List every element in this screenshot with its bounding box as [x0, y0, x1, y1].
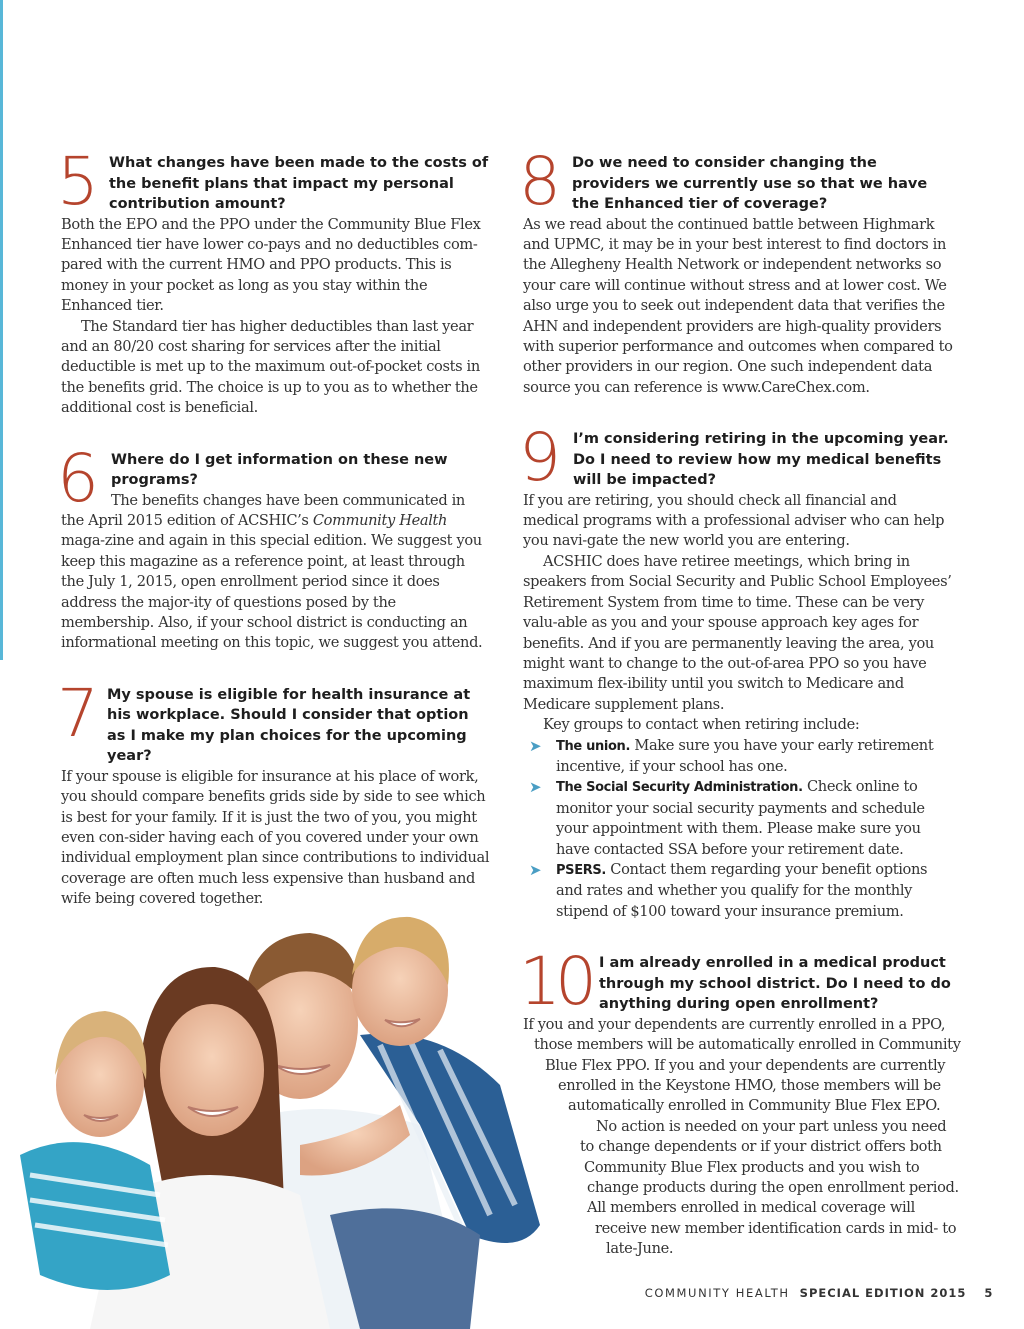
faq-item-7	[57, 674, 491, 910]
answer-line: No action is needed on your part unless you need	[596, 1117, 947, 1135]
list-item	[523, 736, 953, 778]
answer-line: Community Blue Flex products and you wish to	[584, 1158, 920, 1176]
question-number: 5	[57, 143, 96, 220]
faq-item-5	[57, 143, 491, 419]
arrow-bullet-icon: ➤	[529, 860, 542, 879]
contact-description: Contact them regarding your benefit options and rates and whether you qualify for the monthly stipend of $100 toward your insurance premium.	[556, 860, 928, 920]
faq-head	[57, 674, 491, 767]
question-number: 9	[519, 419, 558, 497]
faq-head	[519, 143, 953, 220]
question-number: 6	[57, 439, 96, 517]
answer-line: change products during the open enrollment period.	[587, 1178, 959, 1196]
answer-line: Blue Flex PPO. If you and your dependents are currently	[545, 1056, 946, 1074]
question-heading: I’m considering retiring in the upcoming year. Do I need to review how my medical benefits will be impacted?	[573, 431, 949, 489]
question-heading: My spouse is eligible for health insurance at his workplace. Should I consider that option as I make my plan choices for the upcoming year?	[107, 686, 471, 765]
contact-description: Make sure you have your early retirement incentive, if your school has one.	[556, 736, 934, 775]
answer-line: automatically enrolled in Community Blue Flex EPO.	[568, 1097, 941, 1115]
arrow-bullet-icon: ➤	[529, 736, 542, 755]
question-heading: What changes have been made to the costs of the benefit plans that impact my personal contribution amount?	[109, 155, 489, 212]
answer-line: If you and your dependents are currently enrolled in a PPO,	[523, 1015, 946, 1033]
family-photo	[0, 895, 560, 1329]
question-number: 7	[57, 674, 96, 752]
answer-text	[61, 215, 491, 419]
family-illustration	[0, 895, 560, 1329]
faq-head	[57, 143, 491, 220]
faq-head	[519, 943, 953, 1021]
question-heading: Where do I get information on these new programs?	[111, 451, 448, 489]
list-item	[523, 777, 953, 860]
answer-paragraph: If your spouse is eligible for insurance at his place of work, you should compare benefits grids side by side to see which is best for your family. If it is just the two of you, you might even con-sider having each of you covered under your own individual employment plan since contributions to individual coverage are often much less expensive than husband and wife being covered together.	[61, 767, 490, 908]
question-heading: I am already enrolled in a medical product through my school district. Do I need to do anything during open enrollment?	[599, 955, 951, 1013]
faq-item-6	[57, 439, 491, 654]
answer-paragraph: ACSHIC does have retiree meetings, which bring in speakers from Social Security and Public School Employees’ Retirement System from time to time. These can be very valu-able as you and your spouse approach key ages for benefits. And if you are permanently leaving the area, you might want to change to the out-of-area PPO so you have maximum flex-ibility until you switch to Medicare and Medicare supplement plans.	[523, 552, 952, 713]
answer-text-run: maga-zine and again in this special edition. We suggest you keep this magazine as a reference point, at least through the July 1, 2015, open enrollment period since it does address the major-ity of questions posed by the membership. Also, if your school district is conducting an informational meeting on this topic, we suggest you attend.	[61, 532, 483, 652]
contact-name: PSERS.	[556, 862, 606, 878]
answer-text	[61, 491, 491, 654]
answer-line: enrolled in the Keystone HMO, those members will be	[558, 1076, 941, 1094]
answer-text	[523, 215, 953, 399]
faq-item-8	[519, 143, 953, 398]
answer-text-run: The benefits changes have been communicated in the April 2015 edition of ACSHIC’s	[61, 491, 465, 529]
contact-name: The Social Security Administration.	[556, 780, 803, 796]
page-number: 5	[984, 1286, 994, 1300]
answer-line: receive new member identification cards in mid- to	[595, 1219, 957, 1237]
question-number: 8	[519, 143, 558, 220]
faq-head	[519, 419, 953, 497]
question-heading: Do we need to consider changing the providers we currently use so that we have the Enhanced tier of coverage?	[572, 155, 928, 212]
answer-paragraph: Key groups to contact when retiring include:	[543, 716, 860, 734]
answer-paragraph: The Standard tier has higher deductibles than last year and an 80/20 cost sharing for services after the initial deductible is met up to the maximum out-of-pocket costs in the benefits grid. The choice is up to you as to whether the additional cost is beneficial.	[61, 317, 480, 417]
list-item	[523, 860, 953, 922]
left-column	[57, 143, 491, 910]
contact-name: The union.	[556, 738, 631, 754]
contact-description: Check online to monitor your social security payments and schedule your appointment with them. Please make sure you have contacted SSA before your retirement date.	[556, 778, 925, 858]
faq-item-10	[519, 943, 961, 1259]
answer-line: to change dependents or if your district offers both	[580, 1138, 942, 1156]
answer-paragraph: Both the EPO and the PPO under the Community Blue Flex Enhanced tier have lower co-pays and no deductibles com-pared with the current HMO and PPO products. This is money in your pocket as long as you stay within the Enhanced tier.	[61, 215, 481, 315]
left-accent-rule	[0, 0, 3, 660]
answer-paragraph: If you are retiring, you should check all financial and medical programs with a professional adviser who can help you navi-gate the new world you are entering.	[523, 491, 945, 550]
page-footer	[645, 1286, 994, 1300]
right-column	[519, 143, 961, 1260]
edition-label: SPECIAL EDITION 2015	[799, 1286, 967, 1300]
magazine-title: Community Health	[312, 511, 448, 529]
publication-name: COMMUNITY HEALTH	[644, 1286, 790, 1300]
answer-text	[523, 491, 953, 923]
answer-text	[523, 1015, 961, 1260]
answer-paragraph	[61, 491, 491, 654]
question-number: 10	[519, 943, 591, 1021]
contact-list	[523, 736, 953, 923]
answer-line: late-June.	[606, 1240, 674, 1258]
answer-line: All members enrolled in medical coverage will	[587, 1199, 915, 1217]
answer-line: those members will be automatically enrolled in Community	[534, 1036, 961, 1054]
arrow-bullet-icon: ➤	[529, 778, 542, 797]
faq-item-9	[519, 419, 953, 922]
answer-paragraph: As we read about the continued battle between Highmark and UPMC, it may be in your best interest to find doctors in the Allegheny Health Network or independent networks so your care will continue without stress and at lower cost. We also urge you to seek out independent data that verifies the AHN and independent providers are high-quality providers with superior performance and outcomes when compared to other providers in our region. One such independent data source you can reference is www.CareChex.com.	[523, 215, 953, 396]
answer-text	[61, 767, 491, 910]
